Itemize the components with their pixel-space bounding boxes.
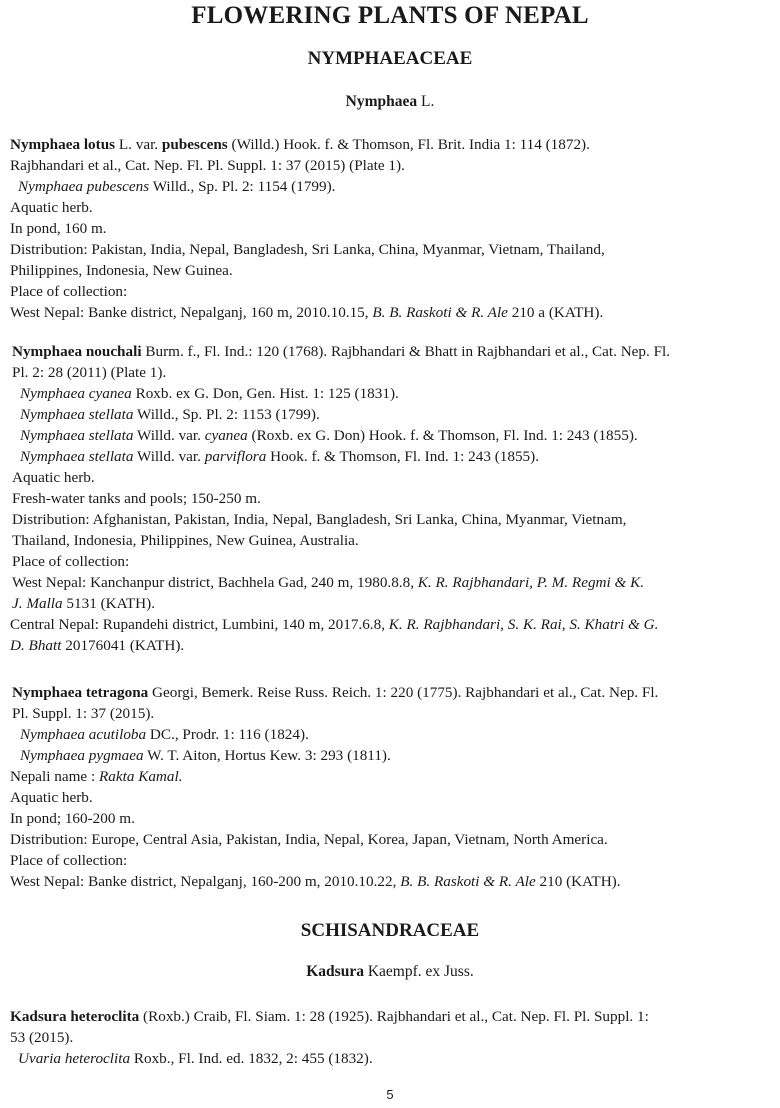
synonym: Nymphaea pygmaea W. T. Aiton, Hortus Kew. 3: 293 (1811). <box>20 747 391 764</box>
synonym: Nymphaea acutiloba DC., Prodr. 1: 116 (1824). <box>20 726 309 743</box>
family-heading: SCHISANDRACEAE <box>300 920 480 941</box>
genus-name: Nymphaea <box>345 93 418 110</box>
genus-author: L. <box>417 93 435 110</box>
species-citation: Nymphaea nouchali Burm. f., Fl. Ind.: 120 (1768). Rajbhandari & Bhatt in Rajbhandari et al., Cat. Nep. Fl. <box>12 343 671 360</box>
synonym: Nymphaea pubescens Willd., Sp. Pl. 2: 1154 (1799). <box>18 178 336 195</box>
collection-record: West Nepal: Banke district, Nepalganj, 160 m, 2010.10.15, B. B. Raskoti & R. Ale 210 a (KATH). <box>10 304 604 321</box>
collection-label: Place of collection: <box>12 553 130 570</box>
genus-name: Kadsura <box>306 963 364 980</box>
collection-record-cont: D. Bhatt 20176041 (KATH). <box>10 637 185 654</box>
family-heading: NYMPHAEACEAE <box>307 48 473 69</box>
genus-heading <box>0 93 780 111</box>
species-entry <box>10 134 778 323</box>
species-citation-cont: Pl. 2: 28 (2011) (Plate 1). <box>12 364 167 381</box>
synonym: Nymphaea cyanea Roxb. ex G. Don, Gen. Hist. 1: 125 (1831). <box>20 385 399 402</box>
collection-label: Place of collection: <box>10 852 128 869</box>
distribution: Distribution: Afghanistan, Pakistan, India, Nepal, Bangladesh, Sri Lanka, China, Myanmar, Vietnam, <box>12 511 627 528</box>
synonym: Nymphaea stellata Willd. var. cyanea (Roxb. ex G. Don) Hook. f. & Thomson, Fl. Ind. 1: 243 (1855). <box>20 427 638 444</box>
species-citation-cont: 53 (2015). <box>10 1029 74 1046</box>
species-name: Kadsura heteroclita <box>10 1008 140 1025</box>
collection-record: Central Nepal: Rupandehi district, Lumbini, 140 m, 2017.6.8, K. R. Rajbhandari, S. K. Rai, S. Khatri & G. <box>10 616 659 633</box>
species-name: Nymphaea tetragona <box>12 684 149 701</box>
page-number: 5 <box>386 1087 394 1102</box>
species-entry <box>10 1006 778 1069</box>
habitat: In pond; 160-200 m. <box>10 810 135 827</box>
distribution: Distribution: Europe, Central Asia, Pakistan, India, Nepal, Korea, Japan, Vietnam, North America. <box>10 831 608 848</box>
distribution: Distribution: Pakistan, India, Nepal, Bangladesh, Sri Lanka, China, Myanmar, Vietnam, Thailand, <box>10 241 605 258</box>
distribution-cont: Thailand, Indonesia, Philippines, New Guinea, Australia. <box>12 532 359 549</box>
habitat: In pond, 160 m. <box>10 220 107 237</box>
species-citation: Kadsura heteroclita (Roxb.) Craib, Fl. Siam. 1: 28 (1925). Rajbhandari et al., Cat. Nep. Fl. Pl. Suppl. 1: <box>10 1008 649 1025</box>
habit: Aquatic herb. <box>10 789 93 806</box>
species-entry <box>12 341 780 656</box>
genus-author: Kaempf. ex Juss. <box>363 963 474 980</box>
synonym: Nymphaea stellata Willd., Sp. Pl. 2: 1153 (1799). <box>20 406 320 423</box>
collection-record: West Nepal: Banke district, Nepalganj, 160-200 m, 2010.10.22, B. B. Raskoti & R. Ale 210 (KATH). <box>10 873 621 890</box>
nepali-name: Nepali name : Rakta Kamal. <box>10 768 183 785</box>
page-title: FLOWERING PLANTS OF NEPAL <box>191 2 589 29</box>
habit: Aquatic herb. <box>12 469 95 486</box>
collection-record: West Nepal: Kanchanpur district, Bachhela Gad, 240 m, 1980.8.8, K. R. Rajbhandari, P. M. Regmi & K. <box>12 574 645 591</box>
synonym: Nymphaea stellata Willd. var. parviflora Hook. f. & Thomson, Fl. Ind. 1: 243 (1855). <box>20 448 539 465</box>
habitat: Fresh-water tanks and pools; 150-250 m. <box>12 490 261 507</box>
species-citation: Nymphaea tetragona Georgi, Bemerk. Reise Russ. Reich. 1: 220 (1775). Rajbhandari et al., Cat. Nep. Fl. <box>12 684 659 701</box>
species-citation-cont: Rajbhandari et al., Cat. Nep. Fl. Pl. Suppl. 1: 37 (2015) (Plate 1). <box>10 157 405 174</box>
genus-heading <box>0 963 780 981</box>
variety-name: pubescens <box>161 136 228 153</box>
species-citation-cont: Pl. Suppl. 1: 37 (2015). <box>12 705 155 722</box>
collection-label: Place of collection: <box>10 283 128 300</box>
distribution-cont: Philippines, Indonesia, New Guinea. <box>10 262 233 279</box>
species-entry <box>12 682 780 892</box>
habit: Aquatic herb. <box>10 199 93 216</box>
synonym: Uvaria heteroclita Roxb., Fl. Ind. ed. 1832, 2: 455 (1832). <box>18 1050 373 1067</box>
collection-record-cont: J. Malla 5131 (KATH). <box>12 595 156 612</box>
species-citation: Nymphaea lotus L. var. pubescens (Willd.) Hook. f. & Thomson, Fl. Brit. India 1: 114 (1872). <box>10 136 590 153</box>
species-name: Nymphaea lotus <box>10 136 116 153</box>
species-name: Nymphaea nouchali <box>12 343 142 360</box>
